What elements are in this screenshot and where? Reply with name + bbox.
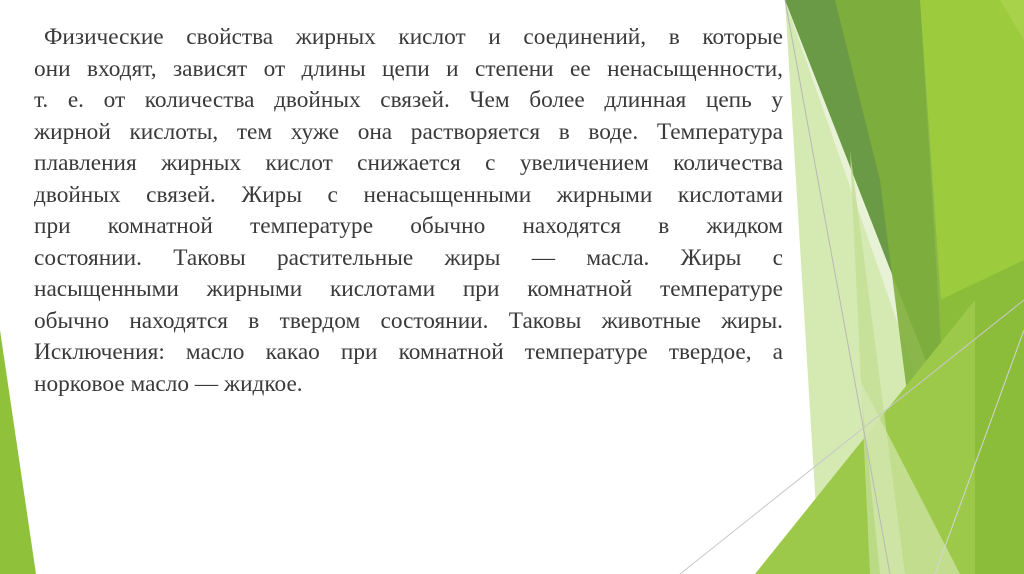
paragraph-line: насыщенными жирными кислотами при комнатной температуре bbox=[34, 276, 783, 302]
paragraph-line: Исключения: масло какао при комнатной температуре твердое, а bbox=[34, 339, 783, 365]
paragraph-line: Физические свойства жирных кислот и соединений, в которые bbox=[44, 24, 783, 50]
body-paragraph bbox=[34, 22, 783, 400]
paragraph-line: двойных связей. Жиры с ненасыщенными жирными кислотами bbox=[34, 181, 783, 208]
paragraph-line: жирной кислоты, тем хуже она растворяется в воде. Температура bbox=[34, 118, 783, 145]
paragraph-line: плавления жирных кислот снижается с увеличением количества bbox=[34, 150, 783, 176]
left-green-sliver bbox=[0, 330, 36, 574]
paragraph-line: при комнатной температуре обычно находятся в жидком bbox=[34, 213, 783, 239]
paragraph-line: норковое масло — жидкое. bbox=[34, 370, 303, 397]
paragraph-line: они входят, зависят от длины цепи и степени ее ненасыщенности, bbox=[34, 55, 783, 82]
paragraph-line: состоянии. Таковы растительные жиры — масла. Жиры с bbox=[34, 244, 783, 271]
paragraph-line: т. е. от количества двойных связей. Чем более длинная цепь у bbox=[34, 87, 783, 113]
paragraph-line: обычно находятся в твердом состоянии. Таковы животные жиры. bbox=[34, 307, 783, 334]
